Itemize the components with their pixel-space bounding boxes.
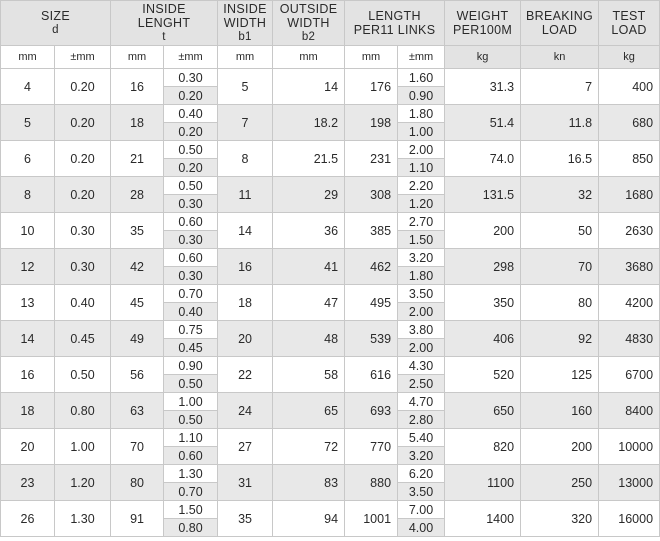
- table-row: [1, 393, 660, 411]
- size-cell: 6: [1, 141, 55, 177]
- inside-width-cell: 31: [218, 465, 273, 501]
- breaking-load-cell: 200: [521, 429, 599, 465]
- header-line: LENGHT: [137, 16, 191, 30]
- test-load-cell: 1680: [599, 177, 660, 213]
- inside-length-cell: 21: [111, 141, 164, 177]
- size-cell: 12: [1, 249, 55, 285]
- inside-length-tol-lower: 0.20: [164, 159, 218, 177]
- length-tol-lower: 1.10: [398, 159, 445, 177]
- outside-width-cell: 48: [273, 321, 345, 357]
- size-tolerance-cell: 0.20: [55, 105, 111, 141]
- inside-length-cell: 35: [111, 213, 164, 249]
- inside-length-tol-upper: 1.50: [164, 501, 218, 519]
- header-line: OUTSIDE: [279, 2, 338, 16]
- breaking-load-cell: 80: [521, 285, 599, 321]
- outside-width-cell: 83: [273, 465, 345, 501]
- weight-cell: 350: [445, 285, 521, 321]
- inside-length-tol-upper: 1.00: [164, 393, 218, 411]
- size-cell: 26: [1, 501, 55, 537]
- inside-width-cell: 5: [218, 69, 273, 105]
- outside-width-cell: 65: [273, 393, 345, 429]
- table-row: [1, 501, 660, 519]
- inside-length-tol-upper: 1.10: [164, 429, 218, 447]
- header-line: SIZE: [41, 9, 70, 23]
- size-tolerance-cell: 0.80: [55, 393, 111, 429]
- weight-cell: 406: [445, 321, 521, 357]
- header-line: PER100M: [453, 23, 513, 37]
- breaking-load-cell: 320: [521, 501, 599, 537]
- breaking-load-cell: 125: [521, 357, 599, 393]
- col-header-outside-width: [273, 1, 345, 46]
- length-tol-upper: 2.70: [398, 213, 445, 231]
- units-row: [1, 46, 660, 69]
- length-cell: 616: [345, 357, 398, 393]
- breaking-load-cell: 32: [521, 177, 599, 213]
- unit-cell: mm: [273, 46, 345, 69]
- inside-width-cell: 16: [218, 249, 273, 285]
- size-tolerance-cell: 1.00: [55, 429, 111, 465]
- size-cell: 5: [1, 105, 55, 141]
- weight-cell: 298: [445, 249, 521, 285]
- length-tol-lower: 2.80: [398, 411, 445, 429]
- size-cell: 8: [1, 177, 55, 213]
- inside-width-cell: 7: [218, 105, 273, 141]
- table-row: [1, 357, 660, 375]
- inside-length-tol-lower: 0.30: [164, 231, 218, 249]
- breaking-load-cell: 250: [521, 465, 599, 501]
- size-tolerance-cell: 0.45: [55, 321, 111, 357]
- header-line: INSIDE: [142, 2, 186, 16]
- inside-length-tol-lower: 0.50: [164, 411, 218, 429]
- test-load-cell: 400: [599, 69, 660, 105]
- length-tol-upper: 3.50: [398, 285, 445, 303]
- size-tolerance-cell: 1.30: [55, 501, 111, 537]
- inside-length-tol-lower: 0.30: [164, 267, 218, 285]
- table-body: [1, 69, 660, 537]
- length-tol-upper: 6.20: [398, 465, 445, 483]
- length-tol-upper: 7.00: [398, 501, 445, 519]
- test-load-cell: 2630: [599, 213, 660, 249]
- size-tolerance-cell: 0.40: [55, 285, 111, 321]
- length-cell: 308: [345, 177, 398, 213]
- col-header-size: [1, 1, 111, 46]
- outside-width-cell: 21.5: [273, 141, 345, 177]
- inside-length-cell: 91: [111, 501, 164, 537]
- length-tol-upper: 1.60: [398, 69, 445, 87]
- length-tol-lower: 4.00: [398, 519, 445, 537]
- length-tol-lower: 2.00: [398, 339, 445, 357]
- unit-cell: mm: [345, 46, 398, 69]
- length-tol-upper: 3.80: [398, 321, 445, 339]
- outside-width-cell: 47: [273, 285, 345, 321]
- inside-width-cell: 22: [218, 357, 273, 393]
- table-row: [1, 285, 660, 303]
- weight-cell: 820: [445, 429, 521, 465]
- test-load-cell: 4200: [599, 285, 660, 321]
- breaking-load-cell: 7: [521, 69, 599, 105]
- weight-cell: 51.4: [445, 105, 521, 141]
- header-line: WIDTH: [223, 16, 267, 30]
- unit-cell: ±mm: [164, 46, 218, 69]
- inside-length-cell: 42: [111, 249, 164, 285]
- size-cell: 10: [1, 213, 55, 249]
- table-row: [1, 105, 660, 123]
- inside-length-tol-lower: 0.20: [164, 123, 218, 141]
- breaking-load-cell: 92: [521, 321, 599, 357]
- test-load-cell: 4830: [599, 321, 660, 357]
- length-tol-lower: 3.20: [398, 447, 445, 465]
- unit-cell: kg: [599, 46, 660, 69]
- unit-cell: kg: [445, 46, 521, 69]
- size-cell: 20: [1, 429, 55, 465]
- inside-length-tol-lower: 0.50: [164, 375, 218, 393]
- inside-length-cell: 45: [111, 285, 164, 321]
- outside-width-cell: 14: [273, 69, 345, 105]
- weight-cell: 74.0: [445, 141, 521, 177]
- size-cell: 4: [1, 69, 55, 105]
- table-row: [1, 69, 660, 87]
- size-cell: 18: [1, 393, 55, 429]
- test-load-cell: 3680: [599, 249, 660, 285]
- inside-length-tol-lower: 0.70: [164, 483, 218, 501]
- length-tol-upper: 4.70: [398, 393, 445, 411]
- unit-cell: mm: [111, 46, 164, 69]
- header-line: TEST: [612, 9, 646, 23]
- col-header-length: [345, 1, 445, 46]
- inside-length-tol-lower: 0.60: [164, 447, 218, 465]
- inside-length-cell: 63: [111, 393, 164, 429]
- unit-cell: mm: [218, 46, 273, 69]
- length-tol-lower: 2.50: [398, 375, 445, 393]
- length-tol-lower: 1.80: [398, 267, 445, 285]
- inside-width-cell: 24: [218, 393, 273, 429]
- length-cell: 880: [345, 465, 398, 501]
- size-cell: 13: [1, 285, 55, 321]
- inside-length-cell: 70: [111, 429, 164, 465]
- inside-length-tol-upper: 0.50: [164, 141, 218, 159]
- inside-length-tol-lower: 0.40: [164, 303, 218, 321]
- length-cell: 198: [345, 105, 398, 141]
- col-header-inside-width: [218, 1, 273, 46]
- size-tolerance-cell: 0.30: [55, 213, 111, 249]
- weight-cell: 1100: [445, 465, 521, 501]
- outside-width-cell: 18.2: [273, 105, 345, 141]
- test-load-cell: 6700: [599, 357, 660, 393]
- inside-length-cell: 49: [111, 321, 164, 357]
- length-tol-upper: 1.80: [398, 105, 445, 123]
- test-load-cell: 680: [599, 105, 660, 141]
- table-row: [1, 465, 660, 483]
- inside-width-cell: 27: [218, 429, 273, 465]
- inside-length-tol-upper: 0.60: [164, 249, 218, 267]
- length-cell: 462: [345, 249, 398, 285]
- header-line: LENGTH: [368, 9, 421, 23]
- breaking-load-cell: 160: [521, 393, 599, 429]
- size-cell: 14: [1, 321, 55, 357]
- table-row: [1, 249, 660, 267]
- size-tolerance-cell: 0.50: [55, 357, 111, 393]
- unit-cell: ±mm: [398, 46, 445, 69]
- length-tol-lower: 1.00: [398, 123, 445, 141]
- table-row: [1, 321, 660, 339]
- inside-length-tol-lower: 0.20: [164, 87, 218, 105]
- inside-length-tol-upper: 0.50: [164, 177, 218, 195]
- breaking-load-cell: 50: [521, 213, 599, 249]
- inside-length-tol-lower: 0.30: [164, 195, 218, 213]
- outside-width-cell: 72: [273, 429, 345, 465]
- inside-length-tol-lower: 0.80: [164, 519, 218, 537]
- inside-length-cell: 56: [111, 357, 164, 393]
- header-line: PER11 LINKS: [353, 23, 436, 37]
- inside-length-tol-upper: 0.90: [164, 357, 218, 375]
- size-tolerance-cell: 1.20: [55, 465, 111, 501]
- length-cell: 693: [345, 393, 398, 429]
- outside-width-cell: 41: [273, 249, 345, 285]
- inside-length-cell: 16: [111, 69, 164, 105]
- length-cell: 176: [345, 69, 398, 105]
- table-row: [1, 141, 660, 159]
- header-symbol: t: [162, 31, 166, 43]
- inside-width-cell: 11: [218, 177, 273, 213]
- size-tolerance-cell: 0.20: [55, 69, 111, 105]
- length-tol-lower: 0.90: [398, 87, 445, 105]
- length-cell: 539: [345, 321, 398, 357]
- unit-cell: ±mm: [55, 46, 111, 69]
- size-cell: 23: [1, 465, 55, 501]
- inside-length-cell: 18: [111, 105, 164, 141]
- outside-width-cell: 58: [273, 357, 345, 393]
- header-symbol: d: [52, 24, 59, 36]
- inside-width-cell: 8: [218, 141, 273, 177]
- breaking-load-cell: 70: [521, 249, 599, 285]
- test-load-cell: 13000: [599, 465, 660, 501]
- weight-cell: 1400: [445, 501, 521, 537]
- outside-width-cell: 94: [273, 501, 345, 537]
- header-line: LOAD: [541, 23, 578, 37]
- size-tolerance-cell: 0.20: [55, 177, 111, 213]
- header-line: INSIDE: [223, 2, 267, 16]
- length-cell: 770: [345, 429, 398, 465]
- inside-length-tol-upper: 0.70: [164, 285, 218, 303]
- weight-cell: 200: [445, 213, 521, 249]
- breaking-load-cell: 16.5: [521, 141, 599, 177]
- length-cell: 231: [345, 141, 398, 177]
- table-row: [1, 429, 660, 447]
- header-line: WEIGHT: [456, 9, 509, 23]
- weight-cell: 520: [445, 357, 521, 393]
- length-tol-upper: 4.30: [398, 357, 445, 375]
- inside-length-tol-upper: 0.75: [164, 321, 218, 339]
- size-cell: 16: [1, 357, 55, 393]
- weight-cell: 31.3: [445, 69, 521, 105]
- unit-cell: mm: [1, 46, 55, 69]
- header-row: [1, 1, 660, 46]
- table-row: [1, 213, 660, 231]
- size-tolerance-cell: 0.30: [55, 249, 111, 285]
- length-cell: 1001: [345, 501, 398, 537]
- length-tol-upper: 5.40: [398, 429, 445, 447]
- length-tol-upper: 2.20: [398, 177, 445, 195]
- test-load-cell: 8400: [599, 393, 660, 429]
- length-tol-lower: 1.50: [398, 231, 445, 249]
- length-tol-lower: 3.50: [398, 483, 445, 501]
- length-tol-lower: 1.20: [398, 195, 445, 213]
- inside-length-cell: 28: [111, 177, 164, 213]
- inside-length-tol-upper: 1.30: [164, 465, 218, 483]
- outside-width-cell: 29: [273, 177, 345, 213]
- col-header-breaking-load: [521, 1, 599, 46]
- length-tol-upper: 3.20: [398, 249, 445, 267]
- col-header-test-load: [599, 1, 660, 46]
- length-tol-lower: 2.00: [398, 303, 445, 321]
- length-cell: 385: [345, 213, 398, 249]
- inside-length-tol-upper: 0.40: [164, 105, 218, 123]
- header-symbol: b1: [238, 31, 252, 43]
- inside-width-cell: 14: [218, 213, 273, 249]
- inside-length-tol-lower: 0.45: [164, 339, 218, 357]
- header-line: LOAD: [611, 23, 647, 37]
- weight-cell: 650: [445, 393, 521, 429]
- header-symbol: b2: [301, 31, 316, 43]
- unit-cell: kn: [521, 46, 599, 69]
- inside-length-tol-upper: 0.30: [164, 69, 218, 87]
- col-header-weight: [445, 1, 521, 46]
- weight-cell: 131.5: [445, 177, 521, 213]
- length-cell: 495: [345, 285, 398, 321]
- size-tolerance-cell: 0.20: [55, 141, 111, 177]
- header-line: BREAKING: [526, 9, 594, 23]
- inside-width-cell: 20: [218, 321, 273, 357]
- inside-width-cell: 35: [218, 501, 273, 537]
- length-tol-upper: 2.00: [398, 141, 445, 159]
- header-line: WIDTH: [287, 16, 330, 30]
- col-header-inside-length: [111, 1, 218, 46]
- breaking-load-cell: 11.8: [521, 105, 599, 141]
- inside-width-cell: 18: [218, 285, 273, 321]
- table-row: [1, 177, 660, 195]
- test-load-cell: 16000: [599, 501, 660, 537]
- test-load-cell: 850: [599, 141, 660, 177]
- outside-width-cell: 36: [273, 213, 345, 249]
- inside-length-tol-upper: 0.60: [164, 213, 218, 231]
- inside-length-cell: 80: [111, 465, 164, 501]
- test-load-cell: 10000: [599, 429, 660, 465]
